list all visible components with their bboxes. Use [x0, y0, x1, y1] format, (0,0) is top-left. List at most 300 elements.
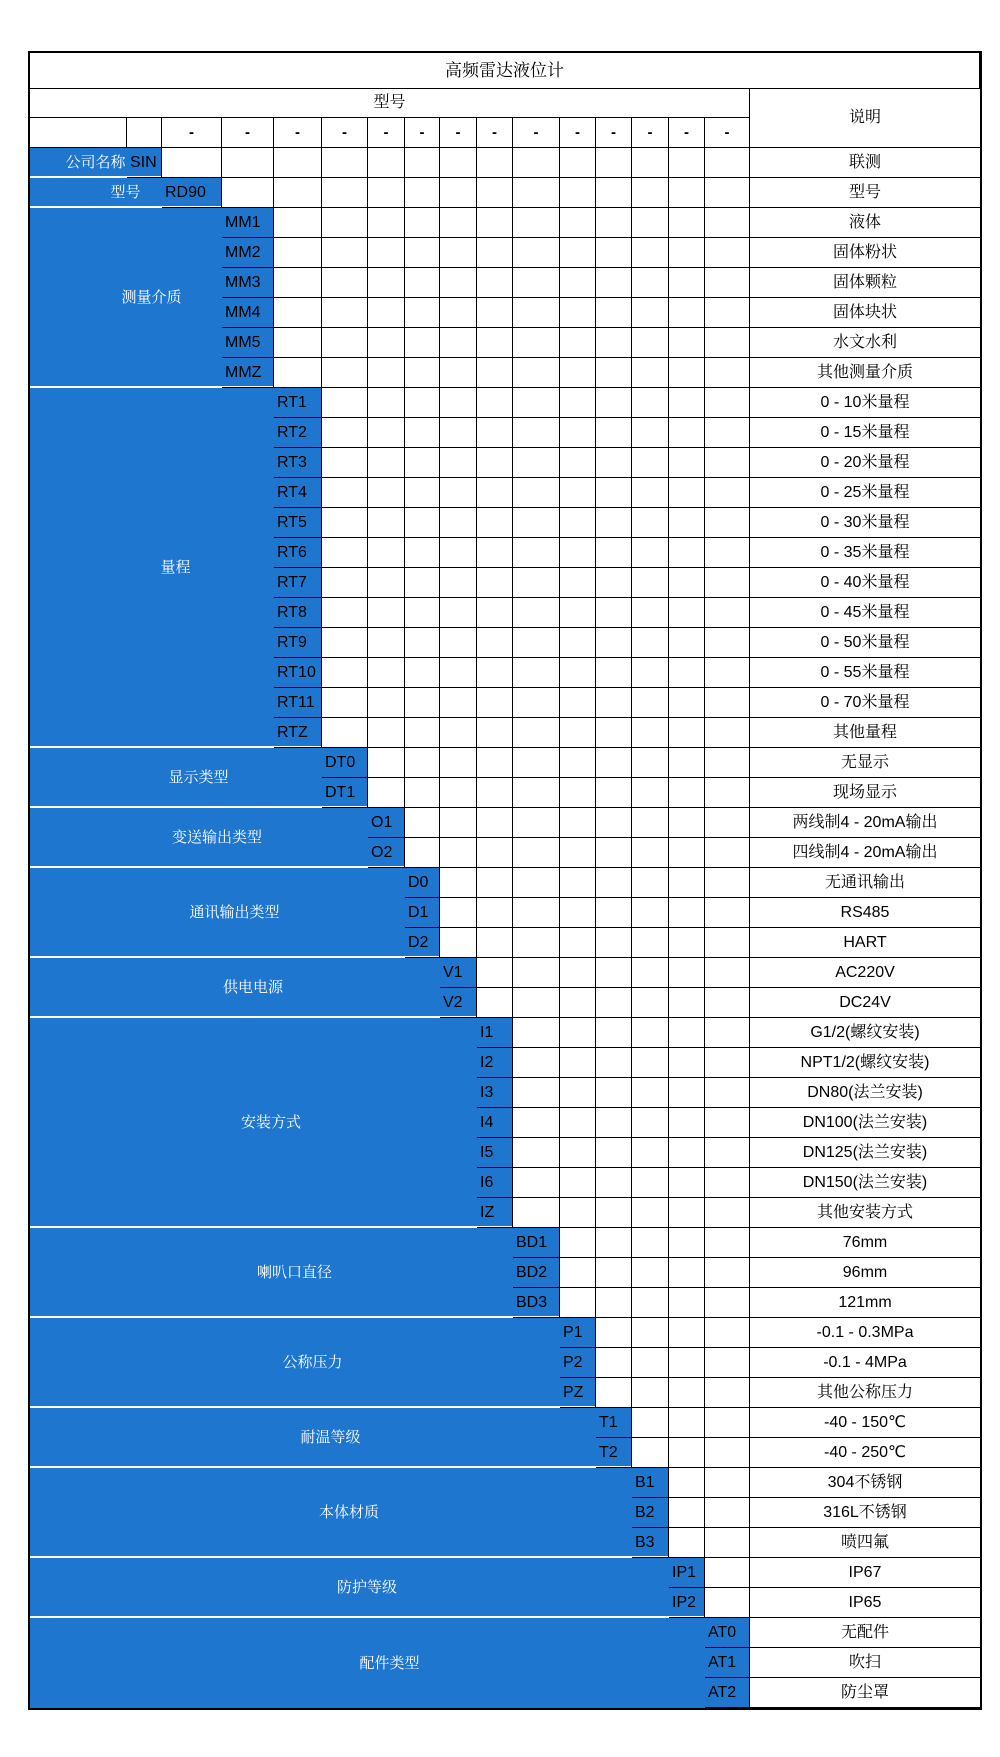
- desc-cell-AT1: 吹扫: [750, 1648, 980, 1678]
- code-cell-V1: V1: [440, 958, 477, 988]
- empty-grid-cell: [560, 1048, 596, 1078]
- category-cell-protection-rating: 防护等级: [30, 1558, 705, 1618]
- desc-cell-MM5: 水文水利: [750, 328, 980, 358]
- empty-grid-cell: [560, 1228, 596, 1258]
- empty-grid-cell: [162, 148, 222, 178]
- empty-grid-cell: [596, 1048, 632, 1078]
- empty-grid-cell: [513, 208, 560, 238]
- category-cell-company-name: 公司名称: [30, 148, 162, 178]
- empty-grid-cell: [322, 538, 368, 568]
- empty-grid-cell: [477, 508, 513, 538]
- empty-grid-cell: [705, 178, 750, 208]
- empty-grid-cell: [705, 838, 750, 868]
- empty-grid-cell: [405, 808, 440, 838]
- empty-grid-cell: [705, 718, 750, 748]
- empty-grid-cell: [368, 178, 405, 208]
- desc-cell-O1: 两线制4 - 20mA输出: [750, 808, 980, 838]
- empty-grid-cell: [705, 1258, 750, 1288]
- empty-grid-cell: [560, 868, 596, 898]
- desc-cell-V1: AC220V: [750, 958, 980, 988]
- empty-grid-cell: [440, 418, 477, 448]
- code-cell-PZ: PZ: [560, 1378, 596, 1408]
- code-cell-D1: D1: [405, 898, 440, 928]
- empty-grid-cell: [669, 298, 705, 328]
- desc-cell-B2: 316L不锈钢: [750, 1498, 980, 1528]
- empty-grid-cell: [560, 748, 596, 778]
- empty-grid-cell: [596, 598, 632, 628]
- empty-grid-cell: [669, 568, 705, 598]
- empty-grid-cell: [560, 478, 596, 508]
- empty-grid-cell: [596, 688, 632, 718]
- empty-grid-cell: [440, 538, 477, 568]
- empty-grid-cell: [632, 148, 669, 178]
- empty-grid-cell: [705, 568, 750, 598]
- empty-grid-cell: [477, 328, 513, 358]
- empty-grid-cell: [560, 658, 596, 688]
- desc-cell-V2: DC24V: [750, 988, 980, 1018]
- empty-grid-cell: [560, 448, 596, 478]
- code-cell-I6: I6: [477, 1168, 513, 1198]
- empty-grid-cell: [705, 1318, 750, 1348]
- empty-grid-cell: [705, 1408, 750, 1438]
- empty-grid-cell: [705, 1168, 750, 1198]
- code-cell-MM5: MM5: [222, 328, 274, 358]
- empty-grid-cell: [705, 388, 750, 418]
- empty-grid-cell: [440, 598, 477, 628]
- empty-grid-cell: [322, 328, 368, 358]
- empty-grid-cell: [669, 208, 705, 238]
- empty-grid-cell: [705, 1438, 750, 1468]
- code-cell-I4: I4: [477, 1108, 513, 1138]
- empty-grid-cell: [632, 208, 669, 238]
- empty-grid-cell: [322, 598, 368, 628]
- dash-separator-cell: -: [513, 118, 560, 148]
- empty-grid-cell: [368, 268, 405, 298]
- empty-grid-cell: [513, 1198, 560, 1228]
- empty-grid-cell: [596, 508, 632, 538]
- empty-grid-cell: [632, 1258, 669, 1288]
- desc-cell-PZ: 其他公称压力: [750, 1378, 980, 1408]
- code-cell-B2: B2: [632, 1498, 669, 1528]
- empty-grid-cell: [705, 898, 750, 928]
- empty-grid-cell: [477, 688, 513, 718]
- empty-grid-cell: [513, 1078, 560, 1108]
- empty-grid-cell: [513, 838, 560, 868]
- empty-grid-cell: [669, 1348, 705, 1378]
- empty-grid-cell: [440, 868, 477, 898]
- empty-grid-cell: [705, 1348, 750, 1378]
- empty-grid-cell: [596, 988, 632, 1018]
- empty-grid-cell: [560, 1258, 596, 1288]
- empty-grid-cell: [405, 688, 440, 718]
- code-cell-IP2: IP2: [669, 1588, 705, 1618]
- empty-grid-cell: [477, 598, 513, 628]
- empty-grid-cell: [632, 508, 669, 538]
- empty-grid-cell: [440, 178, 477, 208]
- empty-grid-cell: [632, 478, 669, 508]
- empty-grid-cell: [322, 568, 368, 598]
- empty-grid-cell: [405, 208, 440, 238]
- desc-cell-T1: -40 - 150℃: [750, 1408, 980, 1438]
- empty-grid-cell: [513, 238, 560, 268]
- empty-grid-cell: [274, 238, 322, 268]
- empty-grid-cell: [368, 298, 405, 328]
- empty-grid-cell: [222, 178, 274, 208]
- empty-grid-cell: [477, 148, 513, 178]
- category-cell-temperature-rating: 耐温等级: [30, 1408, 632, 1468]
- empty-grid-cell: [477, 358, 513, 388]
- desc-cell-RD90: 型号: [750, 178, 980, 208]
- empty-grid-cell: [705, 808, 750, 838]
- category-cell-comm-output-type: 通讯输出类型: [30, 868, 440, 958]
- empty-grid-cell: [705, 448, 750, 478]
- empty-grid-cell: [632, 1378, 669, 1408]
- empty-grid-cell: [477, 778, 513, 808]
- code-cell-RT7: RT7: [274, 568, 322, 598]
- desc-cell-DT1: 现场显示: [750, 778, 980, 808]
- empty-grid-cell: [322, 208, 368, 238]
- empty-grid-cell: [596, 568, 632, 598]
- empty-grid-cell: [596, 538, 632, 568]
- empty-grid-cell: [596, 478, 632, 508]
- empty-grid-cell: [669, 1228, 705, 1258]
- empty-grid-cell: [513, 628, 560, 658]
- empty-grid-cell: [513, 508, 560, 538]
- empty-grid-cell: [632, 1408, 669, 1438]
- empty-grid-cell: [632, 328, 669, 358]
- empty-grid-cell: [705, 958, 750, 988]
- empty-grid-cell: [669, 778, 705, 808]
- empty-grid-cell: [705, 298, 750, 328]
- empty-grid-cell: [274, 208, 322, 238]
- empty-grid-cell: [560, 628, 596, 658]
- empty-grid-cell: [669, 1198, 705, 1228]
- empty-grid-cell: [405, 178, 440, 208]
- code-cell-MM1: MM1: [222, 208, 274, 238]
- empty-grid-cell: [513, 1168, 560, 1198]
- empty-grid-cell: [274, 178, 322, 208]
- empty-grid-cell: [440, 748, 477, 778]
- code-cell-B1: B1: [632, 1468, 669, 1498]
- empty-grid-cell: [477, 538, 513, 568]
- desc-cell-D2: HART: [750, 928, 980, 958]
- empty-grid-cell: [405, 478, 440, 508]
- dash-separator-cell: -: [405, 118, 440, 148]
- empty-grid-cell: [513, 388, 560, 418]
- empty-grid-cell: [560, 358, 596, 388]
- code-cell-I5: I5: [477, 1138, 513, 1168]
- empty-grid-cell: [513, 868, 560, 898]
- empty-grid-cell: [513, 538, 560, 568]
- empty-grid-cell: [274, 268, 322, 298]
- code-cell-SIN: SIN: [127, 148, 162, 178]
- empty-grid-cell: [669, 838, 705, 868]
- desc-cell-BD2: 96mm: [750, 1258, 980, 1288]
- empty-grid-cell: [705, 1378, 750, 1408]
- empty-grid-cell: [632, 448, 669, 478]
- empty-grid-cell: [632, 958, 669, 988]
- empty-grid-cell: [477, 628, 513, 658]
- empty-grid-cell: [560, 208, 596, 238]
- empty-grid-cell: [405, 388, 440, 418]
- empty-grid-cell: [368, 658, 405, 688]
- empty-grid-cell: [477, 418, 513, 448]
- empty-grid-cell: [322, 478, 368, 508]
- empty-grid-cell: [705, 628, 750, 658]
- description-header-cell: 说明: [750, 89, 980, 148]
- empty-grid-cell: [632, 1168, 669, 1198]
- empty-grid-cell: [669, 268, 705, 298]
- empty-grid-cell: [632, 598, 669, 628]
- empty-grid-cell: [596, 1318, 632, 1348]
- empty-grid-cell: [669, 328, 705, 358]
- empty-grid-cell: [560, 1198, 596, 1228]
- empty-grid-cell: [368, 358, 405, 388]
- empty-grid-cell: [560, 988, 596, 1018]
- empty-grid-cell: [705, 538, 750, 568]
- empty-grid-cell: [405, 418, 440, 448]
- desc-cell-RT3: 0 - 20米量程: [750, 448, 980, 478]
- code-cell-RT9: RT9: [274, 628, 322, 658]
- empty-grid-cell: [705, 508, 750, 538]
- empty-grid-cell: [368, 508, 405, 538]
- empty-grid-cell: [560, 148, 596, 178]
- code-cell-RT5: RT5: [274, 508, 322, 538]
- empty-grid-cell: [440, 238, 477, 268]
- empty-grid-cell: [632, 1198, 669, 1228]
- empty-grid-cell: [669, 1078, 705, 1108]
- dash-separator-cell: -: [705, 118, 750, 148]
- empty-grid-cell: [632, 838, 669, 868]
- empty-grid-cell: [669, 928, 705, 958]
- empty-grid-cell: [477, 958, 513, 988]
- empty-grid-cell: [440, 148, 477, 178]
- empty-grid-cell: [596, 418, 632, 448]
- empty-grid-cell: [669, 898, 705, 928]
- empty-grid-cell: [513, 688, 560, 718]
- empty-grid-cell: [632, 1228, 669, 1258]
- empty-grid-cell: [560, 238, 596, 268]
- empty-grid-cell: [477, 298, 513, 328]
- empty-grid-cell: [596, 208, 632, 238]
- code-cell-T2: T2: [596, 1438, 632, 1468]
- empty-grid-cell: [669, 1048, 705, 1078]
- empty-grid-cell: [440, 718, 477, 748]
- empty-grid-cell: [322, 238, 368, 268]
- empty-grid-cell: [596, 1168, 632, 1198]
- empty-grid-cell: [596, 358, 632, 388]
- empty-grid-cell: [596, 898, 632, 928]
- empty-grid-cell: [513, 928, 560, 958]
- empty-grid-cell: [513, 1138, 560, 1168]
- empty-grid-cell: [440, 898, 477, 928]
- empty-grid-cell: [596, 628, 632, 658]
- dash-separator-cell: -: [560, 118, 596, 148]
- code-cell-DT1: DT1: [322, 778, 368, 808]
- empty-grid-cell: [513, 598, 560, 628]
- empty-grid-cell: [368, 748, 405, 778]
- desc-cell-MM3: 固体颗粒: [750, 268, 980, 298]
- category-cell-display-type: 显示类型: [30, 748, 368, 808]
- empty-grid-cell: [669, 1468, 705, 1498]
- code-cell-O1: O1: [368, 808, 405, 838]
- desc-cell-RT5: 0 - 30米量程: [750, 508, 980, 538]
- dash-separator-cell: -: [596, 118, 632, 148]
- empty-grid-cell: [405, 838, 440, 868]
- empty-grid-cell: [632, 868, 669, 898]
- desc-cell-RTZ: 其他量程: [750, 718, 980, 748]
- empty-grid-cell: [405, 358, 440, 388]
- empty-grid-cell: [705, 658, 750, 688]
- empty-grid-cell: [669, 508, 705, 538]
- code-cell-RTZ: RTZ: [274, 718, 322, 748]
- desc-cell-RT1: 0 - 10米量程: [750, 388, 980, 418]
- empty-grid-cell: [322, 628, 368, 658]
- desc-cell-RT6: 0 - 35米量程: [750, 538, 980, 568]
- code-cell-BD3: BD3: [513, 1288, 560, 1318]
- empty-grid-cell: [477, 718, 513, 748]
- empty-grid-cell: [596, 1228, 632, 1258]
- empty-grid-cell: [405, 538, 440, 568]
- empty-grid-cell: [669, 1438, 705, 1468]
- empty-grid-cell: [513, 1048, 560, 1078]
- empty-grid-cell: [560, 418, 596, 448]
- empty-grid-cell: [477, 748, 513, 778]
- code-cell-D2: D2: [405, 928, 440, 958]
- empty-grid-cell: [477, 208, 513, 238]
- code-cell-BD2: BD2: [513, 1258, 560, 1288]
- empty-grid-cell: [440, 658, 477, 688]
- empty-grid-cell: [705, 748, 750, 778]
- dash-separator-cell: -: [632, 118, 669, 148]
- empty-grid-cell: [705, 1468, 750, 1498]
- dash-row-lead-cell: [30, 118, 127, 148]
- desc-cell-MMZ: 其他测量介质: [750, 358, 980, 388]
- empty-grid-cell: [560, 1018, 596, 1048]
- empty-grid-cell: [705, 478, 750, 508]
- category-cell-transmit-output-type: 变送输出类型: [30, 808, 405, 868]
- empty-grid-cell: [513, 958, 560, 988]
- code-cell-RT3: RT3: [274, 448, 322, 478]
- dash-separator-cell: -: [368, 118, 405, 148]
- empty-grid-cell: [440, 448, 477, 478]
- empty-grid-cell: [513, 808, 560, 838]
- code-cell-AT2: AT2: [705, 1678, 750, 1708]
- code-cell-BD1: BD1: [513, 1228, 560, 1258]
- empty-grid-cell: [440, 928, 477, 958]
- empty-grid-cell: [669, 1288, 705, 1318]
- code-cell-RT8: RT8: [274, 598, 322, 628]
- empty-grid-cell: [440, 778, 477, 808]
- code-cell-P2: P2: [560, 1348, 596, 1378]
- empty-grid-cell: [440, 388, 477, 418]
- empty-grid-cell: [440, 688, 477, 718]
- empty-grid-cell: [560, 388, 596, 418]
- empty-grid-cell: [632, 718, 669, 748]
- desc-cell-MM1: 液体: [750, 208, 980, 238]
- code-cell-I3: I3: [477, 1078, 513, 1108]
- empty-grid-cell: [513, 268, 560, 298]
- empty-grid-cell: [705, 238, 750, 268]
- empty-grid-cell: [405, 628, 440, 658]
- desc-cell-RT11: 0 - 70米量程: [750, 688, 980, 718]
- empty-grid-cell: [322, 388, 368, 418]
- empty-grid-cell: [596, 718, 632, 748]
- empty-grid-cell: [596, 1378, 632, 1408]
- empty-grid-cell: [705, 358, 750, 388]
- empty-grid-cell: [669, 238, 705, 268]
- empty-grid-cell: [513, 178, 560, 208]
- empty-grid-cell: [440, 838, 477, 868]
- code-cell-P1: P1: [560, 1318, 596, 1348]
- empty-grid-cell: [477, 568, 513, 598]
- empty-grid-cell: [405, 778, 440, 808]
- desc-cell-RT2: 0 - 15米量程: [750, 418, 980, 448]
- empty-grid-cell: [632, 628, 669, 658]
- category-cell-installation-method: 安装方式: [30, 1018, 513, 1228]
- empty-grid-cell: [477, 178, 513, 208]
- empty-grid-cell: [405, 148, 440, 178]
- empty-grid-cell: [322, 448, 368, 478]
- desc-cell-AT0: 无配件: [750, 1618, 980, 1648]
- desc-cell-T2: -40 - 250℃: [750, 1438, 980, 1468]
- code-cell-RT10: RT10: [274, 658, 322, 688]
- empty-grid-cell: [440, 628, 477, 658]
- empty-grid-cell: [705, 1228, 750, 1258]
- empty-grid-cell: [596, 958, 632, 988]
- empty-grid-cell: [440, 508, 477, 538]
- empty-grid-cell: [368, 538, 405, 568]
- dash-separator-cell: -: [477, 118, 513, 148]
- empty-grid-cell: [513, 298, 560, 328]
- empty-grid-cell: [632, 808, 669, 838]
- code-cell-RT2: RT2: [274, 418, 322, 448]
- empty-grid-cell: [632, 1018, 669, 1048]
- code-cell-T1: T1: [596, 1408, 632, 1438]
- empty-grid-cell: [368, 388, 405, 418]
- empty-grid-cell: [632, 268, 669, 298]
- empty-grid-cell: [560, 778, 596, 808]
- empty-grid-cell: [705, 1138, 750, 1168]
- empty-grid-cell: [560, 928, 596, 958]
- empty-grid-cell: [405, 718, 440, 748]
- empty-grid-cell: [632, 358, 669, 388]
- empty-grid-cell: [596, 238, 632, 268]
- desc-cell-SIN: 联测: [750, 148, 980, 178]
- empty-grid-cell: [632, 688, 669, 718]
- empty-grid-cell: [513, 1108, 560, 1138]
- empty-grid-cell: [705, 988, 750, 1018]
- empty-grid-cell: [705, 1588, 750, 1618]
- empty-grid-cell: [705, 928, 750, 958]
- empty-grid-cell: [669, 628, 705, 658]
- empty-grid-cell: [596, 1018, 632, 1048]
- desc-cell-I1: G1/2(螺纹安装): [750, 1018, 980, 1048]
- category-cell-model: 型号: [30, 178, 222, 208]
- empty-grid-cell: [368, 148, 405, 178]
- empty-grid-cell: [705, 208, 750, 238]
- empty-grid-cell: [322, 298, 368, 328]
- empty-grid-cell: [669, 358, 705, 388]
- empty-grid-cell: [560, 568, 596, 598]
- empty-grid-cell: [405, 658, 440, 688]
- empty-grid-cell: [669, 1408, 705, 1438]
- desc-cell-MM2: 固体粉状: [750, 238, 980, 268]
- empty-grid-cell: [632, 658, 669, 688]
- empty-grid-cell: [405, 508, 440, 538]
- empty-grid-cell: [632, 388, 669, 418]
- empty-grid-cell: [368, 208, 405, 238]
